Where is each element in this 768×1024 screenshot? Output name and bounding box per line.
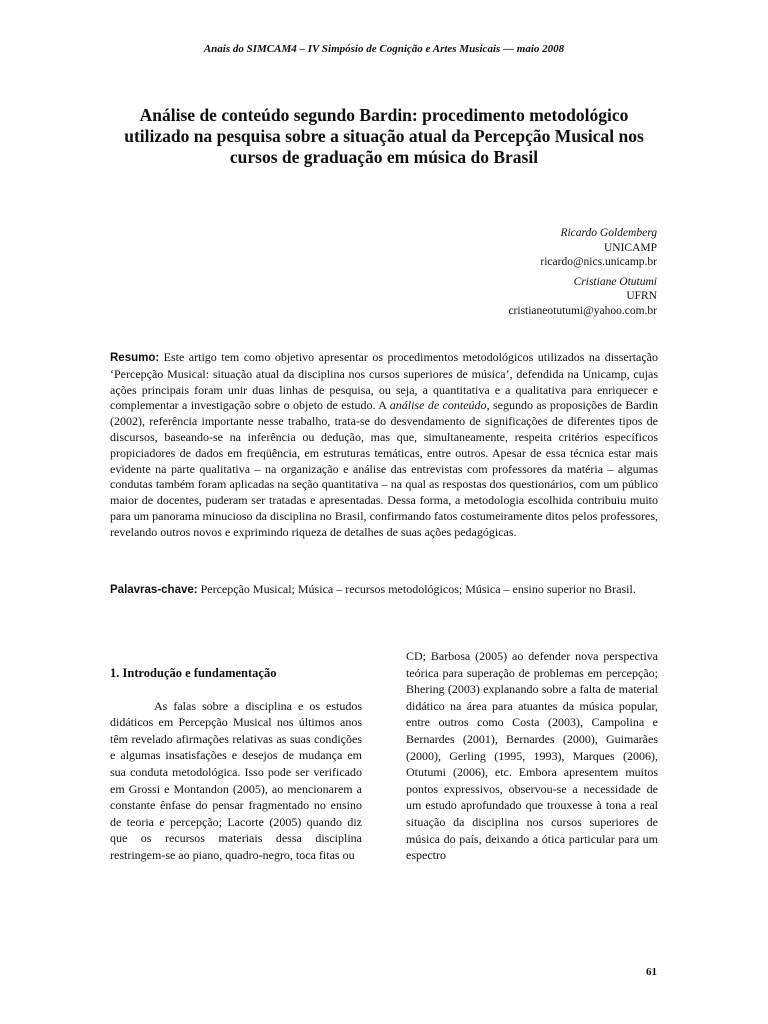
keywords (110, 582, 658, 599)
abstract-emphasis: análise de conteúdo (389, 398, 487, 413)
author-affiliation: UFRN (626, 290, 657, 302)
author-name: Ricardo Goldemberg (560, 227, 657, 239)
running-header: Anais do SIMCAM4 – IV Simpósio de Cognição e Artes Musicais — maio 2008 (203, 43, 565, 55)
body-column-right (406, 648, 658, 864)
keywords-label: Palavras-chave: (110, 584, 198, 596)
body-paragraph: CD; Barbosa (2005) ao defender nova perspectiva teórica para superação de problemas em percepção; Bhering (2003) explanando sobre a falta de material didático na área para atuantes da música popular, entre outros como Costa (2003), Campolina e Bernardes (2001), Bernardes (2000), Guimarães (2000), Gerling (1995, 1993), Marques (2006), Otutumi (2006), etc. Embora apresentem muitos pontos expressivos, observou-se a necessidade de um estudo aprofundado que trouxesse à tona a real situação da disciplina nos cursos superiores de música do país, deixando a ótica particular para um espectro (406, 649, 658, 863)
abstract-label: Resumo: (110, 352, 160, 364)
author-block (508, 275, 657, 319)
abstract (110, 350, 658, 541)
page-number: 61 (646, 966, 657, 978)
author-list (508, 226, 657, 323)
abstract-text-a: Este artigo tem como objetivo apresentar os procedimentos metodológicos utilizados na dissertação ‘Percepção Musical: situação atual da disciplina nos cursos superiores de música’, defendida na Unicamp, cujas ações principais foram unir duas linhas de pesquisa, ou seja, a quantitativa e a qualitativa para enriquecer e complementar a investigação sobre o objeto de estudo. A (110, 350, 658, 413)
author-affiliation: UNICAMP (603, 241, 657, 254)
body-column-left (110, 648, 362, 864)
section-heading: 1. Introdução e fundamentação (110, 666, 277, 680)
author-name: Cristiane Otutumi (573, 275, 657, 288)
author-email: cristianeotutumi@yahoo.com.br (508, 304, 657, 317)
author-email: ricardo@nics.unicamp.br (540, 256, 657, 268)
paper-title: Análise de conteúdo segundo Bardin: procedimento metodológico utilizado na pesquisa sobre a situação atual da Percepção Musical nos cursos de graduação em música do Brasil (124, 105, 644, 167)
keywords-text: Percepção Musical; Música – recursos metodológicos; Música – ensino superior no Brasil. (197, 582, 636, 596)
abstract-text-b: , segundo as proposições de Bardin (2002), referência importante nesse trabalho, trata-se do desvendamento de significações de diferentes tipos de discursos, baseando-se na inferência ou dedução, mas que, simultaneamente, respeita critérios específicos propiciadores de dados em freqüência, em estruturas temáticas, entre outros. Apesar de essa técnica estar mais evidente na parte qualitativa – na organização e análise das entrevistas com professores da matéria – algumas condutas também foram aplicadas na seção quantitativa – na qual as respostas dos questionários, com um público maior de docentes, puderam ser tratadas e apresentadas. Dessa forma, a metodologia escolhida contribuiu muito para um panorama minucioso da disciplina no Brasil, confirmando fatos costumeiramente ditos pelos professores, revelando outros novos e exprimindo riqueza de detalhes de suas ações pedagógicas. (110, 398, 658, 539)
author-block (508, 226, 657, 270)
body-paragraph: As falas sobre a disciplina e os estudos didáticos em Percepção Musical nos últimos anos têm revelado afirmações relativas as suas condições e algumas insatisfações e desejos de mudança em sua conduta metodológica. Isso pode ser verificado em Grossi e Montandon (2005), ao mencionarem a constante ênfase do pensar fragmentado no ensino de teoria e percepção; Lacorte (2005) quando diz que os recursos materiais dessa disciplina restringem-se ao piano, quadro-negro, toca fitas ou (110, 698, 362, 862)
